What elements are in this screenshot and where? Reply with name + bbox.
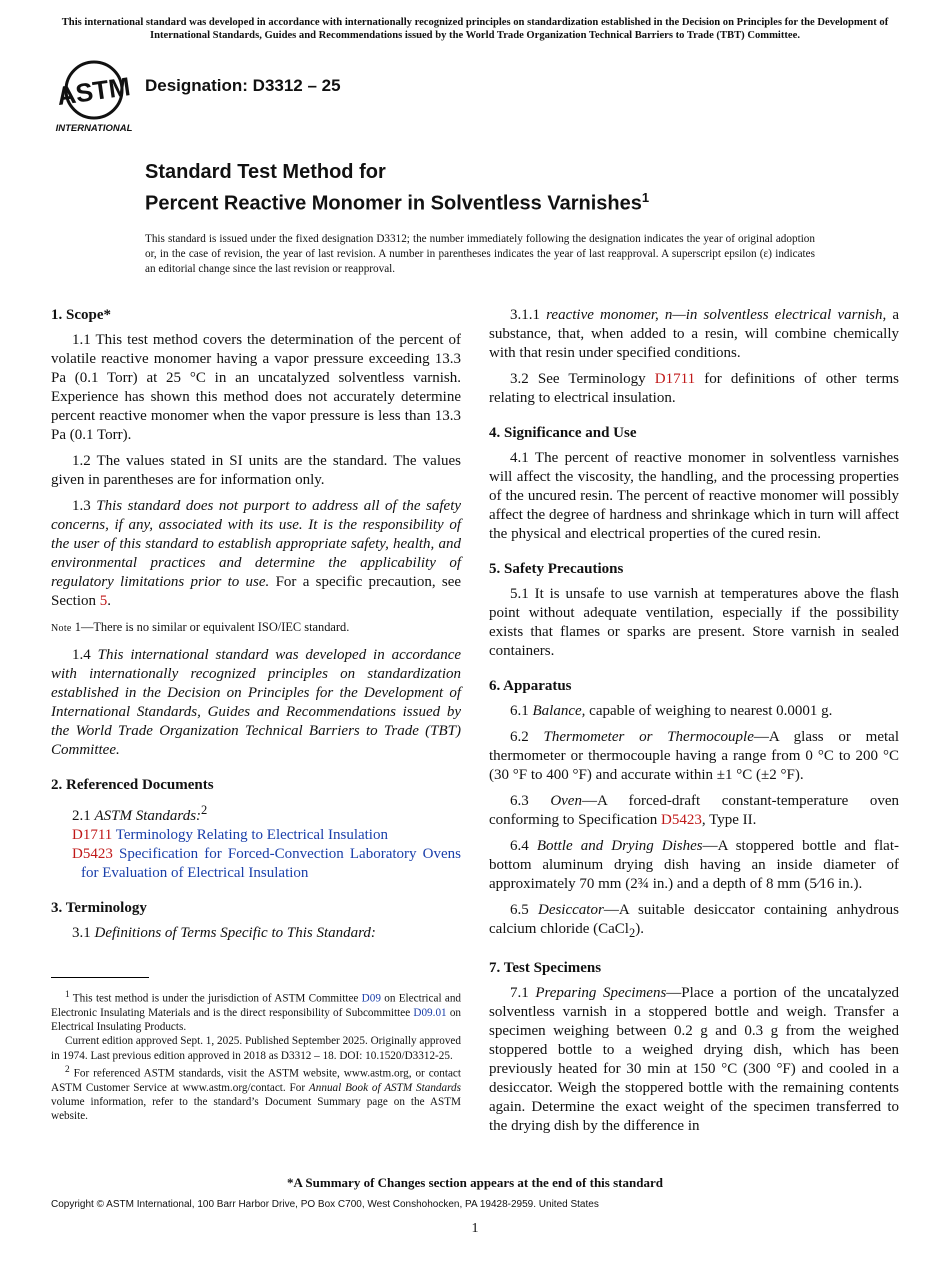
left-column bbox=[51, 306, 461, 950]
para-6-3: 6.3 Oven—A forced-draft constant-temperature oven conforming to Specification D5423, Type II. bbox=[489, 793, 900, 828]
para-1-2: 1.2 The values stated in SI units are the standard. The values given in parentheses are for information only. bbox=[51, 453, 461, 488]
para-4-1: 4.1 The percent of reactive monomer in solventless varnishes will affect the viscosity, the handling, and the processing properties of the uncured resin. The percent of reactive monomer will possibly affect the degree of hardness and shrinkage which in turn will affect the physical and electrical properties of the cured resin. bbox=[489, 450, 899, 542]
title-footnote-ref[interactable]: 1 bbox=[641, 190, 650, 205]
svg-text:ASTM: ASTM bbox=[55, 71, 133, 112]
document-title bbox=[145, 160, 649, 217]
copyright-line: Copyright © ASTM International, 100 Barr Harbor Drive, PO Box C700, West Conshohocken, PA 19428-2959. United States bbox=[51, 1199, 599, 1210]
right-column bbox=[489, 306, 899, 1143]
para-6-5: 6.5 Desiccator—A suitable desiccator containing anhydrous calcium chloride (CaCl$_2$). bbox=[489, 902, 899, 940]
d5423-link[interactable]: D5423 bbox=[661, 812, 702, 828]
section-3-heading: 3. Terminology bbox=[51, 900, 147, 916]
footnote-edition: Current edition approved Sept. 1, 2025. Published September 2025. Originally approved in 1974. Last previous edition approved in 2018 as D3312 – 18. DOI: 10.1520/D3312-25. bbox=[51, 1035, 461, 1062]
summary-of-changes-note: *A Summary of Changes section appears at the end of this standard bbox=[287, 1175, 663, 1190]
title-line-2: Percent Reactive Monomer in Solventless Varnishes$^1$ bbox=[145, 190, 650, 215]
para-1-4: 1.4 This international standard was developed in accordance with internationally recognized principles on standardization established in the Decision on Principles for the Development of International Standards, Guides and Recommendations issued by the World Trade Organization Technical Barriers to Trade (TBT) Committee. bbox=[51, 647, 462, 758]
section-4-heading: 4. Significance and Use bbox=[489, 425, 637, 441]
para-2-1: 2.1 ASTM Standards:$^2$ bbox=[72, 803, 208, 824]
footnotes bbox=[51, 988, 461, 1123]
section-1-heading: 1. Scope* bbox=[51, 307, 111, 323]
footnote-divider bbox=[51, 977, 149, 978]
para-3-1-1: 3.1.1 reactive monomer, n—in solventless electrical varnish, a substance, that, when added to a resin, will combine chemically with that resin under specified conditions. bbox=[489, 307, 900, 361]
para-7-1: 7.1 Preparing Specimens—Place a portion of the uncatalyzed solventless varnish in a stoppered bottle and weigh. Transfer a specimen weighing between 0.2 g and 0.3 g from the weighed stoppered bottle to a weighed drying dish, which has been previously heated for 30 min at 150 °C (300 °F) and cooled in a desiccator. Weigh the stoppered bottle with the remaining contents again. Determine the exact weight of the specimen transferred to the drying dish by the difference in bbox=[489, 985, 900, 1134]
para-1-1: 1.1 This test method covers the determination of the percent of volatile reactive monomer having a vapor pressure exceeding 13.3 Pa (0.1 Torr) at 25 °C in an uncatalyzed solventless varnish. Experience has shown this method does not accurately determine percent reactive monomer when the vapor pressure is less than 13.3 Pa (0.1 Torr). bbox=[51, 332, 461, 443]
para-1-3: 1.3 This standard does not purport to address all of the safety concerns, if any, associated with its use. It is the responsibility of the user of this standard to establish appropriate safety, health, and environmental practices and determine the applicability of regulatory limitations prior to use. For a specific precaution, see Section 5. bbox=[51, 498, 462, 609]
d1711-link[interactable]: D1711 bbox=[654, 371, 696, 387]
footnote-2: $^2$ For referenced ASTM standards, visit the ASTM website, www.astm.org, or contact ASTM Customer Service at www.astm.org/contact. For Annual Book of ASTM Standards volume information, refer to the standard’s Document Summary page on the ASTM website. bbox=[51, 1064, 461, 1123]
section-2-heading: 2. Referenced Documents bbox=[51, 777, 214, 793]
page-number: 1 bbox=[471, 1221, 479, 1236]
title-line-1: Standard Test Method for bbox=[145, 161, 386, 183]
section-5-heading: 5. Safety Precautions bbox=[489, 561, 624, 577]
committee-d09-link[interactable]: D09 bbox=[361, 992, 381, 1005]
para-5-1: 5.1 It is unsafe to use varnish at temperatures above the flash point without adequate ventilation, especially if the possibility exists that flames or sparks are present. Store varnish in sealed containers. bbox=[489, 586, 899, 659]
section-7-heading: 7. Test Specimens bbox=[489, 960, 602, 976]
svg-text:INTERNATIONAL: INTERNATIONAL bbox=[55, 123, 133, 134]
astm-logo bbox=[52, 54, 136, 134]
issuance-notice: This standard is issued under the fixed designation D3312; the number immediately following the designation indicates the year of original adoption or, in the case of revision, the year of last revision. A number in parentheses indicates the year of last reapproval. A superscript epsilon (ε) indicates an editorial change since the last revision or reapproval. bbox=[145, 233, 815, 275]
para-3-2: 3.2 See Terminology D1711 for definitions of other terms relating to electrical insulation. bbox=[489, 371, 899, 406]
top-notice: This international standard was developed in accordance with internationally recognized principles on standardization established in the Decision on Principles for the Development of International Standards, Guides and Recommendations issued by the World Trade Organization Technical Barriers to Trade (TBT) Committee. bbox=[61, 17, 889, 41]
para-6-1: 6.1 Balance, capable of weighing to nearest 0.0001 g. bbox=[510, 703, 833, 719]
para-3-1: 3.1 Definitions of Terms Specific to This Standard: bbox=[72, 925, 376, 941]
section-6-heading: 6. Apparatus bbox=[489, 678, 572, 694]
designation: Designation: D3312 – 25 bbox=[145, 76, 341, 95]
para-6-2: 6.2 Thermometer or Thermocouple—A glass or metal thermometer or thermocouple having a range from 0 °C to 200 °C (30 °F to 400 °F) and accurate within ±1 °C (±2 °F). bbox=[489, 729, 899, 783]
section-5-link[interactable]: 5 bbox=[99, 593, 108, 609]
note-1: Note 1—There is no similar or equivalent ISO/IEC standard. bbox=[51, 620, 350, 634]
subcommittee-d0901-link[interactable]: D09.01 bbox=[413, 1006, 447, 1019]
ref-d1711-link[interactable]: D1711 Terminology Relating to Electrical Insulation bbox=[72, 827, 388, 843]
footnote-1: $^1$ This test method is under the jurisdiction of ASTM Committee D09 on Electrical and Electronic Insulating Materials and is the direct responsibility of Subcommittee D09.01 on Electrical Insulating Products. bbox=[51, 990, 462, 1034]
para-6-4: 6.4 Bottle and Drying Dishes—A stoppered bottle and flat-bottom aluminum drying dish having an inside diameter of approximately 70 mm (2¾ in.) and a depth of 8 mm (5⁄16 in.). bbox=[489, 838, 899, 892]
ref-d5423-link[interactable]: D5423 Specification for Forced-Convection Laboratory Ovens for Evaluation of Electrical Insulation bbox=[72, 846, 461, 881]
